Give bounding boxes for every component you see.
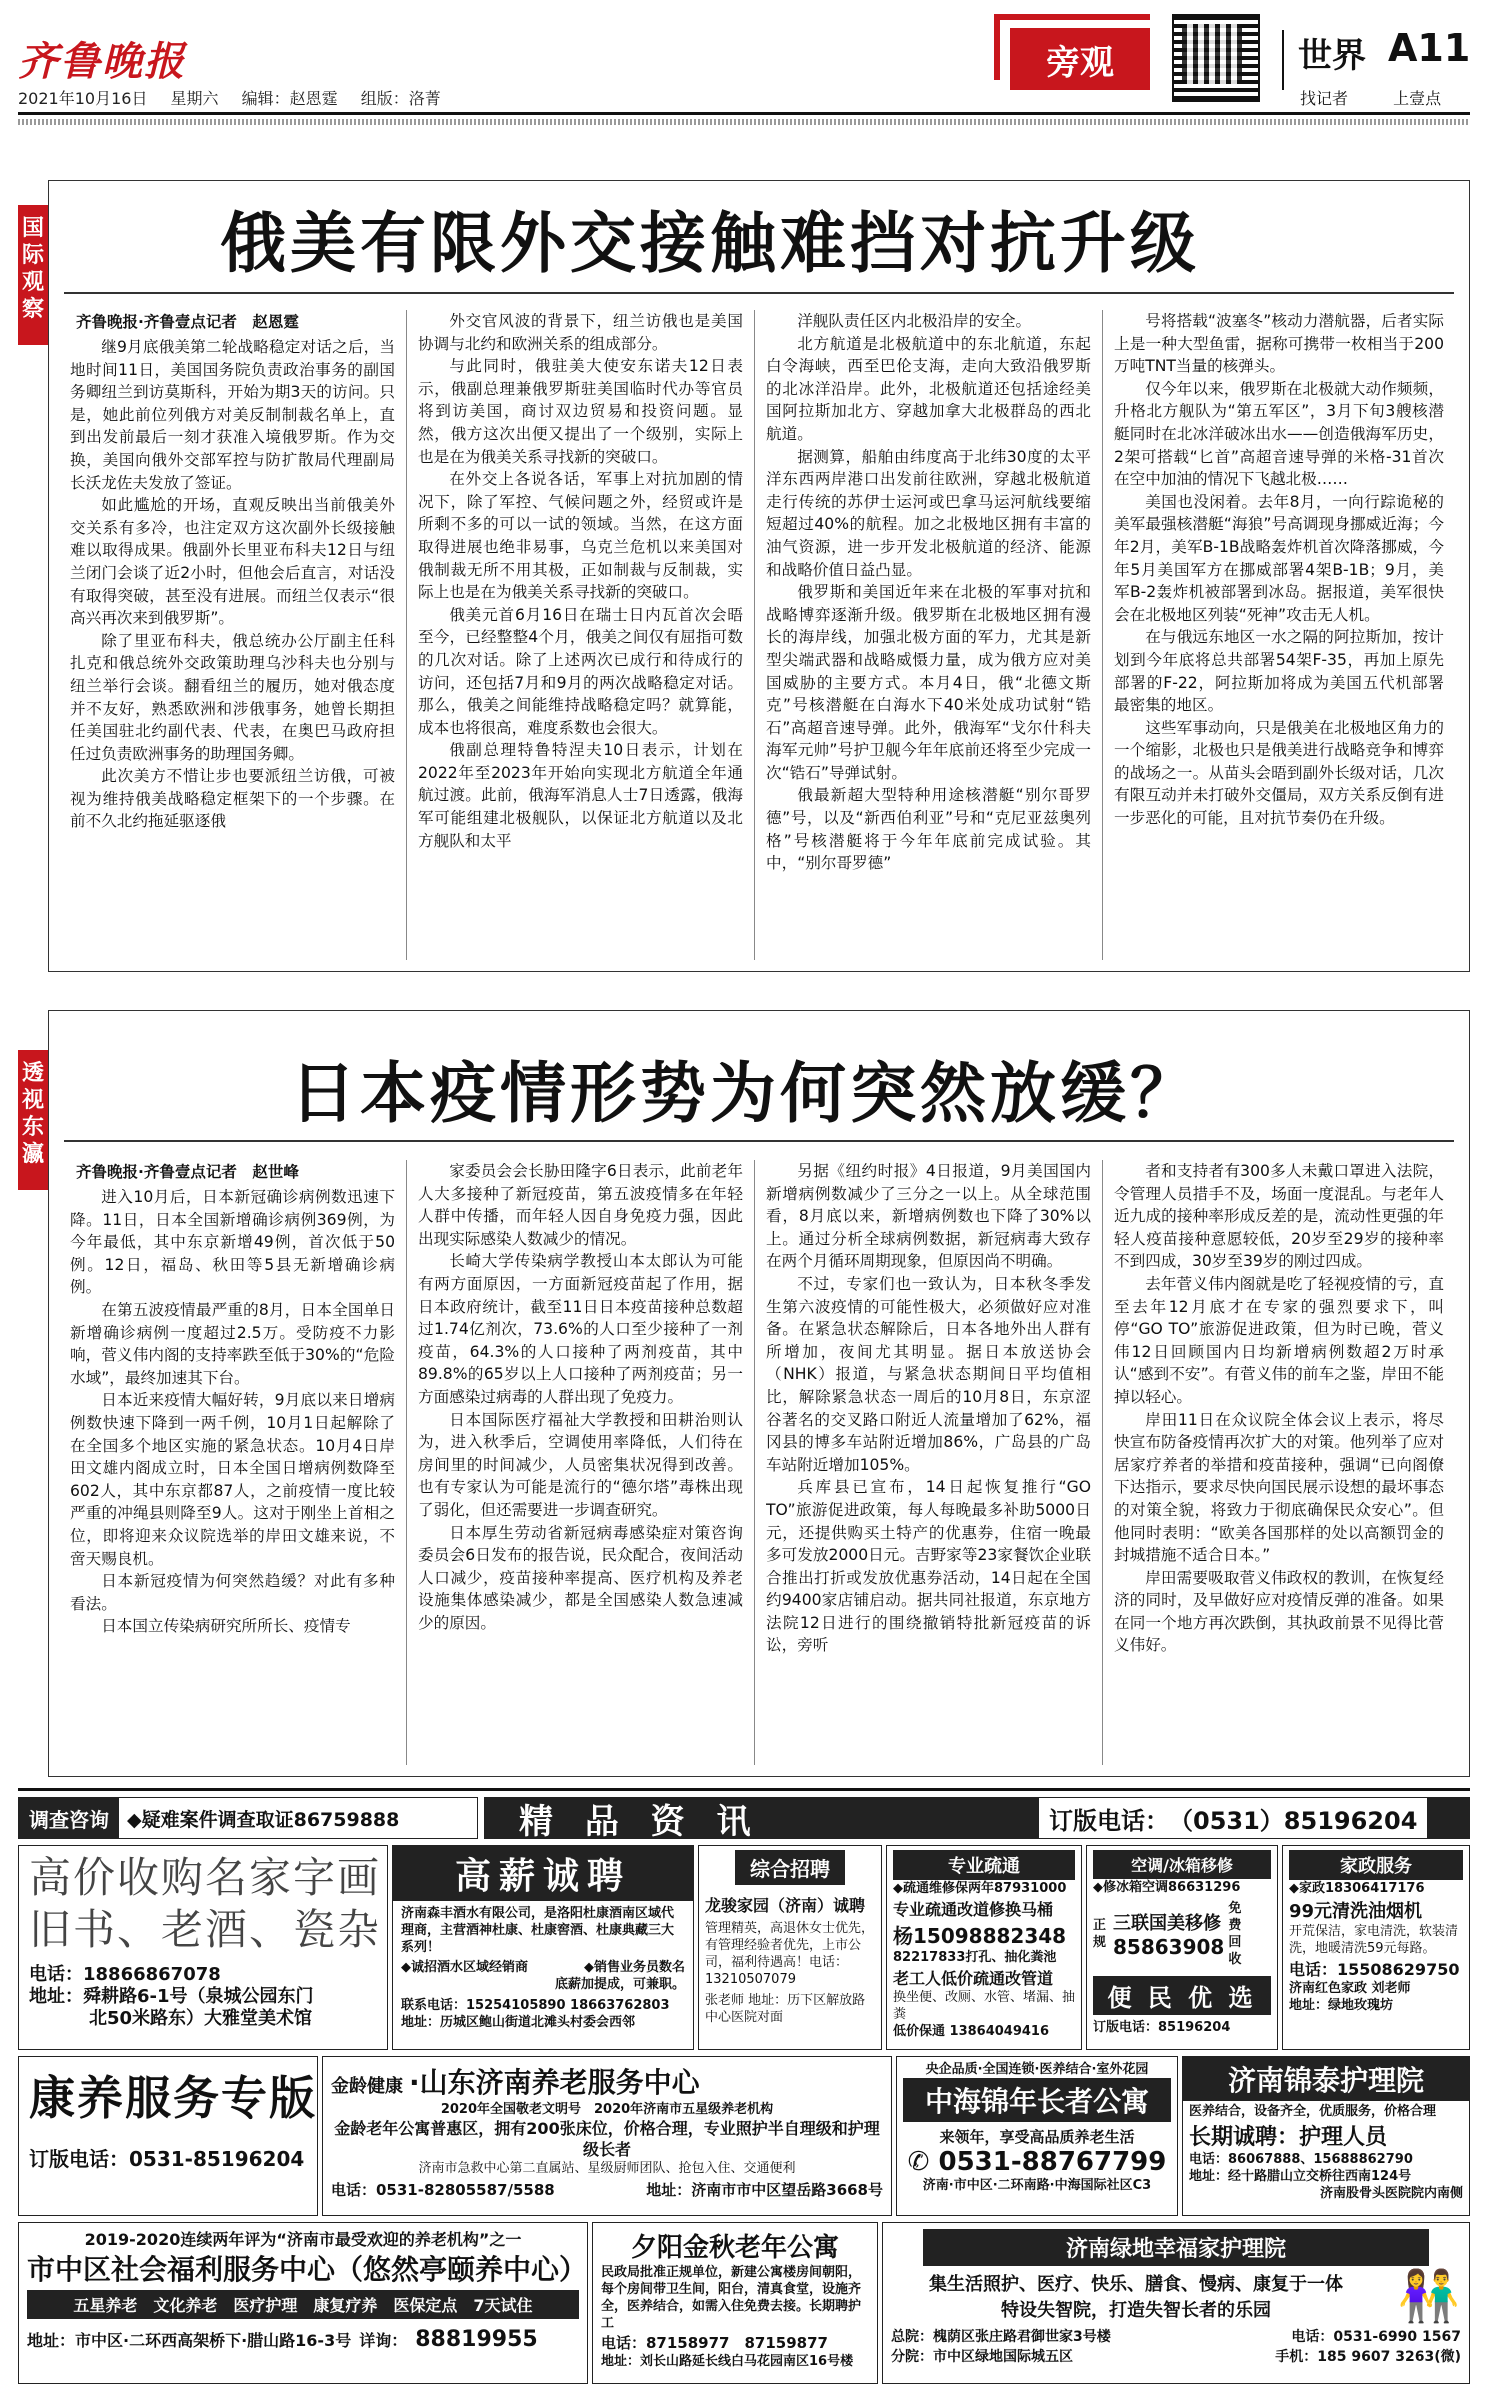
article1-column-3 bbox=[766, 310, 1091, 958]
paragraph: 如此尴尬的开场，直观反映出当前俄美外交关系有多冷，也注定双方这次副外长级接触难以取得成果。俄副外长里亚布科夫12日与纽兰闭门会谈了近2小时，但他会后直言，对话没有取得突破，甚至没有进展。而纽兰仅表示“很高兴再次来到俄罗斯”。 bbox=[70, 496, 395, 628]
appliance-line-1: ◆修冰箱空调86631296 bbox=[1093, 1880, 1241, 1895]
phone-icon: ✆ bbox=[907, 2147, 930, 2177]
elderly-care-banner bbox=[18, 2056, 318, 2216]
elderly-care-phone: 订版电话：0531-85196204 bbox=[29, 2147, 305, 2171]
jintai-addr-2: 济南股骨头医院院内南侧 bbox=[1319, 2186, 1463, 2201]
jingpin-banner bbox=[484, 1797, 1470, 1839]
zhonghai-sub: 来领年，享受高品质养老生活 bbox=[939, 2128, 1135, 2146]
column-rule bbox=[1102, 310, 1103, 960]
xiyang-title: 夕阳金秋老年公寓 bbox=[630, 2233, 839, 2263]
issue-weekday: 星期六 bbox=[170, 89, 219, 108]
paragraph: 兵库县已宣布，14日起恢复推行“GO TO”旅游促进政策，每人每晚最多补助5000日元，还提供购买土特产的优惠券，住宿一晚最多可发放2000日元。吉野家等23家餐饮企业联合推出打折或发放优惠券活动，14日起在全国约9400家店铺启动。据共同社报道，东京地方法院12日进行的围绕撤销特批新冠疫苗的诉讼，旁听 bbox=[766, 1478, 1091, 1655]
welfare-features: 五星养老 文化养老 医疗护理 康复疗养 医保定点 7天试住 bbox=[27, 2290, 579, 2319]
plumbing-ad bbox=[886, 1845, 1082, 2050]
paragraph: 在与俄远东地区一水之隔的阿拉斯加，按计划到今年底将总共部署54架F-35，再加上原先部署的F-22，阿拉斯加将成为美国五代机部署最密集的地区。 bbox=[1114, 628, 1444, 715]
paragraph: 仅今年以来，俄罗斯在北极就大动作频频，升格北方舰队为“第五军区”，3月下旬3艘核潜艇同时在北冰洋破冰出水——创造俄海军历史，2架可搭载“匕首”高超音速导弹的米格-31首次在空中加油的情况下飞越北极…… bbox=[1114, 379, 1444, 489]
paragraph: 洋舰队责任区内北极沿岸的安全。 bbox=[797, 312, 1032, 330]
headline-1: 俄美有限外交接触难挡对抗升级 bbox=[220, 205, 1200, 282]
jintai-tel: 电话：86067888、15688862790 bbox=[1189, 2152, 1413, 2167]
paragraph: 家委员会会长胁田隆字6日表示，此前老年人大多接种了新冠疫苗，第五波疫情多在年轻人群中传播，而年轻人因自身免疫力强，因此出现实际感染人数减少的情况。 bbox=[418, 1162, 743, 1248]
issue-date: 2021年10月16日 bbox=[18, 89, 148, 108]
paragraph: 外交官风波的背景下，纽兰访俄也是美国协调与北约和欧洲关系的组成部分。 bbox=[418, 312, 743, 353]
ads-rule bbox=[18, 1788, 1470, 1791]
lvdi-slogan-1: 集生活照护、医疗、快乐、膳食、慢病、康复于一体 bbox=[929, 2274, 1343, 2295]
plumbing-line-1: ◆疏通维修保两年87931000 bbox=[893, 1881, 1067, 1896]
zhonghai-ad bbox=[896, 2056, 1178, 2216]
plumbing-line-6: 换坐便、改厕、水管、堵漏、抽粪 bbox=[893, 1990, 1076, 2022]
xiyang-ad bbox=[592, 2222, 878, 2384]
paragraph: 进入10月后，日本新冠确诊病例数迅速下降。11日，日本全国新增确诊病例369例，为今年最低，其中东京新增49例，首次低于50例。12日，福岛、秋田等5县无新增确诊病例。 bbox=[70, 1188, 395, 1297]
headline-2: 日本疫情形势为何突然放缓？ bbox=[290, 1055, 1200, 1132]
zhonghai-top: 央企品质·全国连锁·医养结合·室外花园 bbox=[925, 2062, 1149, 2077]
paragraph: 日本新冠疫情为何突然趋缓？对此有多种看法。 bbox=[70, 1572, 395, 1613]
article2-column-2 bbox=[418, 1160, 743, 1764]
jinling-desc: 金龄老年公寓普惠区，拥有200张床位，价格合理，专业照护半自理级和护理级长者 bbox=[334, 2119, 880, 2159]
column-rule bbox=[406, 1160, 407, 1765]
lvdi-phone-1: 电话：0531-6990 1567 bbox=[1291, 2329, 1461, 2345]
paragraph: 北方航道是北极航道中的东北航道，东起白令海峡，西至巴伦支海，走向大致沿俄罗斯的北冰洋沿岸。此外，北极航道还包括途经美国阿拉斯加北方、穿越加拿大北极群岛的西北航道。 bbox=[766, 334, 1091, 443]
paragraph: 另据《纽约时报》4日报道，9月美国国内新增病例数减少了三分之一以上。从全球范围看，8月底以来，新增病例数也下降了30%以上。通过分析全球病例数据，新冠病毒大致存在两个月循环周期现象，但原因尚不明确。 bbox=[766, 1162, 1091, 1271]
recruit-reqs bbox=[401, 1959, 685, 1976]
paragraph: 在外交上各说各话，军事上对抗加剧的情况下，除了军控、气候问题之外，经贸或许是所剩不多的可以一试的领域。当然，在这方面取得进展也绝非易事，乌克兰危机以来美国对俄制裁无所不用其极，正如制裁与反制裁，实际上也是在为俄美关系寻找新的突破口。 bbox=[418, 470, 743, 602]
plumbing-line-4: 82217833打孔、抽化粪池 bbox=[893, 1950, 1057, 1965]
housekeeping-title: 家政服务 bbox=[1289, 1850, 1463, 1880]
housekeeping-line-2: 99元清洗油烟机 bbox=[1289, 1901, 1423, 1922]
article-tag-1: 国际观察 bbox=[18, 205, 48, 345]
appliance-line-6: 便 民 优 选 bbox=[1093, 1976, 1271, 2015]
jintai-job: 长期诚聘：护理人员 bbox=[1189, 2125, 1388, 2150]
editor-credit: 编辑：赵恩霆 bbox=[241, 89, 338, 108]
buy-antiques-addr-2: 北50米路东）大雅堂美术馆 bbox=[89, 2008, 313, 2029]
zhonghai-title: 中海锦年长者公寓 bbox=[903, 2078, 1171, 2122]
lvdi-addr-1: 总院：槐荫区张庄路君御世家3号楼 bbox=[891, 2329, 1111, 2345]
jinling-ad bbox=[322, 2056, 892, 2216]
byline-1: 齐鲁晚报·齐鲁壹点记者 赵恩霆 bbox=[76, 313, 299, 331]
masthead-divider bbox=[1282, 30, 1284, 90]
jinling-title: ·山东济南养老服务中心 bbox=[409, 2066, 700, 2099]
lvdi-ad bbox=[882, 2222, 1470, 2384]
lvdi-contact-1 bbox=[883, 2326, 1469, 2346]
paragraph: 日本近来疫情大幅好转，9月底以来日增病例数快速下降到一两千例，10月1日起解除了在全国多个地区实施的紧急状态。10月4日岸田文雄内阁成立时，日本全国日增病例数降至602人，其中东京都87人，之前疫情一度比较严重的冲绳县则降至9人。这对于刚坐上首相之位，即将迎来众议院选举的岸田文雄来说，不啻天赐良机。 bbox=[70, 1391, 395, 1568]
recruit-req-1: ◆诚招酒水区域经销商 bbox=[401, 1960, 528, 1975]
jingpin-phone: （0531）85196204 bbox=[1169, 1806, 1418, 1835]
newspaper-logo: 齐鲁晚报 bbox=[18, 38, 186, 85]
welfare-top: 2019-2020连续两年评为“济南市最受欢迎的养老机构”之一 bbox=[84, 2230, 522, 2249]
lvdi-addr-2: 分院：市中区绿地国际城五区 bbox=[891, 2349, 1073, 2365]
paragraph: 除了里亚布科夫，俄总统办公厅副主任科扎克和俄总统外交政策助理乌沙科夫也分别与纽兰举行会谈。翻看纽兰的履历，她对俄态度并不友好，熟悉欧洲和涉俄事务，她曾长期担任美国驻北约副代表、代表，在奥巴马政府担任过负责欧洲事务的助理国务卿。 bbox=[70, 631, 395, 763]
hotline-a: 找记者 bbox=[1300, 89, 1349, 108]
paragraph: 不过，专家们也一致认为，日本秋冬季发生第六波疫情的可能性极大，必须做好应对准备。在紧急状态解除后，日本各地外出人群有所增加，夜间尤其明显。据日本放送协会（NHK）报道，与紧急状态期间日平均值相比，解除紧急状态一周后的10月8日，东京涩谷著名的交叉路口附近人流量增加了62%，福冈县的博多车站附近增加86%，广岛县的广岛车站附近增加105%。 bbox=[766, 1274, 1091, 1474]
housekeeping-line-3: 开荒保洁，家电清洗，软装清洗，地暖清洗59元每路。 bbox=[1289, 1924, 1459, 1956]
welfare-center-ad bbox=[18, 2222, 588, 2384]
plumbing-line-2: 专业疏通改道修换马桶 bbox=[893, 1900, 1054, 1919]
recruit-title: 高薪诚聘 bbox=[393, 1846, 693, 1901]
paragraph: 美国也没闲着。去年8月，一向行踪诡秘的美军最强核潜艇“海狼”号高调现身挪威近海；今年2月，美军B-1B战略轰炸机首次降落挪威，今年5月美国军方在挪威部署4架B-1B；9月，美军B-2轰炸机被部署到冰岛。据报道，美军很快会在北极地区列装“死神”攻击无人机。 bbox=[1114, 492, 1444, 624]
jinling-phone: 电话：0531-82805587/5588 bbox=[331, 2181, 555, 2199]
general-recruit-ad bbox=[698, 1845, 882, 2050]
buy-antiques-addr-1: 地址：舜耕路6-1号（泉城公园东门 bbox=[29, 1986, 314, 2007]
xiyang-body: 民政局批准正规单位，新建公寓楼房间朝阳，每个房间带卫生间，阳台，清真食堂，设施齐全，医养结合，如需入住免费去接。长期聘护工 bbox=[601, 2265, 862, 2331]
welfare-consult: 详询： bbox=[359, 2331, 408, 2350]
appliance-line-4: 85863908 bbox=[1113, 1935, 1225, 1959]
column-rule bbox=[754, 1160, 755, 1765]
jinling-honors: 2020年全国敬老文明号 2020年济南市五星级养老机构 bbox=[440, 2102, 774, 2117]
recruit-req-3: 底薪加提成，可兼职。 bbox=[554, 1977, 685, 1992]
plumbing-line-7: 低价保通 13864049416 bbox=[893, 2024, 1050, 2039]
paragraph: 俄最新超大型特种用途核潜艇“别尔哥罗德”号，以及“新西伯利亚”号和“克尼亚兹奥列格”号核潜艇将于今年年底前完成试验。其中，“别尔哥罗德” bbox=[766, 786, 1091, 873]
appliance-line-2: 正规 bbox=[1093, 1918, 1107, 1950]
zhonghai-phone bbox=[903, 2147, 1171, 2177]
zhonghai-addr: 济南·市中区·二环南路·中海国际社区C3 bbox=[922, 2178, 1152, 2193]
recruit-addr: 地址：历城区鲍山街道北滩头村委会西邻 bbox=[401, 2015, 636, 2030]
plumbing-title: 专业疏通 bbox=[893, 1850, 1075, 1880]
layout-credit: 组版：洛菁 bbox=[360, 89, 441, 108]
paragraph: 俄美元首6月16日在瑞士日内瓦首次会晤至今，已经整整4个月，俄美之间仅有屈指可数的几次对话。除了上述两次已成行和待成行的访问，还包括7月和9月的两次战略稳定对话。那么，俄美之间能维持战略稳定吗？就算能，成本也将很高，难度系数也会很大。 bbox=[418, 605, 743, 737]
housekeeping-line-5: 济南红色家政 刘老师 bbox=[1289, 1981, 1411, 1996]
jintai-ad bbox=[1182, 2056, 1470, 2216]
appliance-repair-ad bbox=[1086, 1845, 1278, 2050]
housekeeping-line-1: ◆家政18306417176 bbox=[1289, 1881, 1425, 1896]
survey-ad-text: ◆疑难案件调查取证86759888 bbox=[127, 1808, 400, 1831]
article1-column-4 bbox=[1114, 310, 1444, 958]
page-number: A11 bbox=[1388, 26, 1471, 70]
article1-column-1 bbox=[70, 336, 395, 958]
appliance-line-3: 三联国美移修 bbox=[1113, 1913, 1221, 1934]
general-recruit-body: 管理精英，高退休女士优先，有管理经验者优先，上市公司，福利待遇高！电话：13210507079 bbox=[705, 1921, 875, 1987]
lvdi-title: 济南绿地幸福家护理院 bbox=[923, 2229, 1429, 2266]
dateline bbox=[18, 86, 459, 109]
housekeeping-line-6: 地址：绿地玫瑰坊 bbox=[1289, 1998, 1394, 2013]
zhonghai-phone-number: 0531-88767799 bbox=[938, 2147, 1167, 2177]
paragraph: 这些军事动向，只是俄美在北极地区角力的一个缩影，北极也只是俄美进行战略竞争和博弈的战场之一。从苗头会晤到副外长级对话，几次有限互动并未打破外交僵局，双方关系反倒有进一步恶化的可能，且对抗节奏仍在升级。 bbox=[1114, 718, 1444, 828]
housekeeping-line-4: 电话：15508629750 bbox=[1289, 1960, 1460, 1979]
jinling-header bbox=[331, 2061, 883, 2101]
recruit-req-2: ◆销售业务员数名 bbox=[584, 1960, 685, 1975]
plumbing-line-3: 杨15098882348 bbox=[893, 1924, 1067, 1948]
paragraph: 与此同时，俄驻美大使安东诺夫12日表示，俄副总理兼俄罗斯驻美国临时代办等官员将到访美国，商讨双边贸易和投资问题。显然，俄方这次出便又提出了一个级别，实际上也是在为俄美关系寻找新的突破口。 bbox=[418, 357, 743, 466]
article-tag-2: 透视东瀛 bbox=[18, 1050, 48, 1190]
jingpin-title: 精 品 资 讯 bbox=[519, 1801, 761, 1839]
masthead-rule bbox=[18, 112, 1470, 115]
jintai-desc: 医养结合，设备齐全，优质服务，价格合理 bbox=[1189, 2104, 1437, 2119]
plumbing-line-5: 老工人低价疏通改管道 bbox=[893, 1969, 1054, 1988]
appliance-line-7: 订版电话：85196204 bbox=[1093, 2020, 1231, 2035]
housekeeping-ad bbox=[1282, 1845, 1470, 2050]
jinling-contact bbox=[331, 2179, 883, 2200]
section-name: 世界 bbox=[1298, 36, 1366, 76]
survey-ad-tag: 调查咨询 bbox=[19, 1798, 119, 1839]
elderly-care-title: 康养服务专版 bbox=[29, 2071, 317, 2125]
paragraph: 此次美方不惜让步也要派纽兰访俄，可被视为维持俄美战略稳定框架下的一个步骤。在前不久北约拖延驱逐俄 bbox=[70, 767, 395, 831]
welfare-title: 市中区社会福利服务中心（悠然亭颐养中心） bbox=[27, 2253, 588, 2286]
jingpin-phone-box bbox=[1039, 1798, 1427, 1838]
paragraph: 日本厚生劳动省新冠病毒感染症对策咨询委员会6日发布的报告说，民众配合，夜间活动人口减少，疫苗接种率提高、医疗机构及养老设施集体感染减少，都是全国感染人数急速减少的原因。 bbox=[418, 1523, 743, 1632]
general-recruit-name: 龙骏家园（济南）诚聘 bbox=[705, 1896, 866, 1915]
welfare-addr: 地址：市中区·二环西高架桥下·腊山路16-3号 bbox=[27, 2331, 352, 2350]
byline-2: 齐鲁晚报·齐鲁壹点记者 赵世峰 bbox=[76, 1163, 299, 1181]
jinling-feature: 济南市急救中心第二直属站、星级厨师团队、抢包入住、交通便利 bbox=[418, 2161, 796, 2176]
jintai-addr: 地址：经十路腊山立交桥往西南124号 bbox=[1189, 2169, 1412, 2184]
paragraph: 俄罗斯和美国近年来在北极的军事对抗和战略博弈逐渐升级。俄罗斯在北极地区拥有漫长的海岸线，加强北极方面的军力，尤其是新型尖端武器和战略威慑力量，成为俄方应对美国威胁的主要方式。本月4日，俄“北德文斯克”号核潜艇在白海水下40米处成功试射“锆石”高超音速导弹。此外，俄海军“戈尔什科夫海军元帅”号护卫舰今年年底前还将至少完成一次“锆石”导弹试射。 bbox=[766, 583, 1091, 782]
general-recruit-addr: 张老师 地址：历下区解放路中心医院对面 bbox=[705, 1993, 866, 2025]
paragraph: 长崎大学传染病学教授山本太郎认为可能有两方面原因，一方面新冠疫苗起了作用，据日本政府统计，截至11日日本疫苗接种总数超过1.74亿剂次，73.6%的人口至少接种了一剂疫苗，64.3%的人口接种了两剂疫苗，其中89.8%的65岁以上人口接种了两剂疫苗；另一方面感染过病毒的人群出现了免疫力。 bbox=[418, 1252, 743, 1406]
jingpin-phone-label: 订版电话： bbox=[1049, 1806, 1169, 1835]
column-rule bbox=[754, 310, 755, 960]
article2-column-3 bbox=[766, 1160, 1091, 1764]
appliance-title: 空调/冰箱移修 bbox=[1093, 1850, 1271, 1879]
column-rule bbox=[1102, 1160, 1103, 1765]
headline-rule-1 bbox=[64, 292, 1454, 294]
recruit-company: 济南森丰酒水有限公司，是洛阳杜康酒南区域代理商，主营酒神杜康、杜康窖酒、杜康典藏三大系列！ bbox=[401, 1906, 675, 1955]
buy-antiques-ad bbox=[18, 1845, 388, 2050]
paragraph: 岸田11日在众议院全体会议上表示，将尽快宣布防备疫情再次扩大的对策。他列举了应对居家疗养者的举措和疫苗接种，强调“已向阁僚下达指示，要求尽快向国民展示设想的最坏事态的对策全貌，将致力于彻底确保民众安心”。但他同时表明：“欧美各国那样的处以高额罚金的封城措施不适合日本。” bbox=[1114, 1410, 1444, 1565]
qr-code-icon bbox=[1172, 14, 1260, 102]
lvdi-slogan-2: 特设失智院，打造失智长者的乐园 bbox=[1001, 2300, 1271, 2321]
paragraph: 岸田需要吸取菅义伟政权的教训，在恢复经济的同时，及早做好应对疫情反弹的准备。如果在同一个地方再次跌倒，其执政前景不见得比菅义伟好。 bbox=[1114, 1568, 1444, 1655]
recruit-ad bbox=[392, 1845, 694, 2050]
section-tag: 旁观 bbox=[1010, 28, 1150, 90]
paragraph: 号将搭载“波塞冬”核动力潜航器，后者实际上是一种大型鱼雷，据称可携带一枚相当于200万吨TNT当量的核弹头。 bbox=[1114, 312, 1444, 376]
masthead-rule-dotted bbox=[18, 119, 1470, 125]
jintai-title: 济南锦泰护理院 bbox=[1183, 2057, 1469, 2101]
xiyang-addr: 地址：刘长山路延长线白马花园南区16号楼 bbox=[601, 2354, 854, 2369]
appliance-main bbox=[1093, 1900, 1271, 1968]
hotline bbox=[1300, 86, 1481, 109]
lvdi-contact-2 bbox=[883, 2346, 1469, 2366]
welfare-contact bbox=[27, 2327, 579, 2352]
welfare-phone: 88819955 bbox=[415, 2327, 538, 2352]
column-rule bbox=[406, 310, 407, 960]
paragraph: 俄副总理特鲁特涅夫10日表示，计划在2022年至2023年开始向实现北方航道全年通航过渡。此前，俄海军消息人士7日透露，俄海军可能组建北极舰队，以保证北方航道以及北方舰队和太平 bbox=[418, 741, 743, 850]
paragraph: 日本国立传染病研究所所长、疫情专 bbox=[101, 1617, 351, 1636]
appliance-line-5: 免费回收 bbox=[1228, 1901, 1242, 1967]
jinling-addr: 地址：济南市市中区望岳路3668号 bbox=[646, 2181, 883, 2199]
paragraph: 者和支持者有300多人未戴口罩进入法院，令管理人员措手不及，场面一度混乱。与老年人近九成的接种率形成反差的是，流动性更强的年轻人疫苗接种意愿较低，20岁至29岁的接种率不到四成，30岁至39岁的刚过四成。 bbox=[1114, 1162, 1444, 1271]
paragraph: 去年菅义伟内阁就是吃了轻视疫情的亏，直至去年12月底才在专家的强烈要求下，叫停“GO TO”旅游促进政策，但为时已晚，菅义伟12日回顾国内日均新增病例数超2万时承认“感到不安”。有菅义伟的前车之鉴，岸田不能掉以轻心。 bbox=[1114, 1274, 1444, 1406]
survey-ad bbox=[18, 1797, 478, 1839]
jinling-brand: 金龄健康 bbox=[331, 2076, 403, 2097]
buy-antiques-title-2: 旧书、老酒、瓷杂 bbox=[29, 1905, 382, 1954]
xiyang-tel: 电话：87158977 87159877 bbox=[601, 2334, 828, 2352]
paragraph: 据测算，船舶由纬度高于北纬30度的太平洋东西两岸港口出发前往欧洲，穿越北极航道走行传统的苏伊士运河或巴拿马运河航线要缩短超过40%的航程。加之北极地区拥有丰富的油气资源，进一步开发北极航道的经济、能源和战略价值日益凸显。 bbox=[766, 447, 1091, 579]
general-recruit-title: 综合招聘 bbox=[735, 1850, 845, 1885]
paragraph: 日本国际医疗福祉大学教授和田耕治则认为，进入秋季后，空调使用率降低，人们待在房间里的时间减少，人员密集状况得到改善。也有专家认为可能是流行的“德尔塔”毒株出现了弱化，但还需要进一步调查研究。 bbox=[418, 1410, 743, 1519]
paragraph: 在第五波疫情最严重的8月，日本全国单日新增确诊病例一度超过2.5万。受防疫不力影响，菅义伟内阁的支持率跌至低于30%的“危险水域”，最终加速其下台。 bbox=[70, 1300, 395, 1387]
lvdi-phone-2: 手机：185 9607 3263(微) bbox=[1275, 2349, 1461, 2365]
buy-antiques-title-1: 高价收购名家字画 bbox=[29, 1853, 382, 1902]
recruit-contact: 联系电话：15254105890 18663762803 bbox=[401, 1998, 670, 2013]
article2-column-4 bbox=[1114, 1160, 1444, 1764]
buy-antiques-tel: 电话：18866867078 bbox=[29, 1964, 221, 1985]
article1-column-2 bbox=[418, 310, 743, 958]
paragraph: 继9月底俄美第二轮战略稳定对话之后，当地时间11日，美国国务院负责政治事务的副国务卿纽兰到访莫斯科，开始为期3天的访问。只是，她此前位列俄方对美反制制裁名单上，直到出发前最后一刻才获准入境俄罗斯。作为交换，美国向俄外交部军控与防扩散局代理副局长沃龙佐夫发放了签证。 bbox=[70, 338, 395, 492]
headline-rule-2 bbox=[64, 1140, 1454, 1142]
elderly-couple-icon: 👫 bbox=[1397, 2266, 1461, 2325]
hotline-b: 上壹点 bbox=[1393, 89, 1442, 108]
article2-column-1 bbox=[70, 1186, 395, 1764]
